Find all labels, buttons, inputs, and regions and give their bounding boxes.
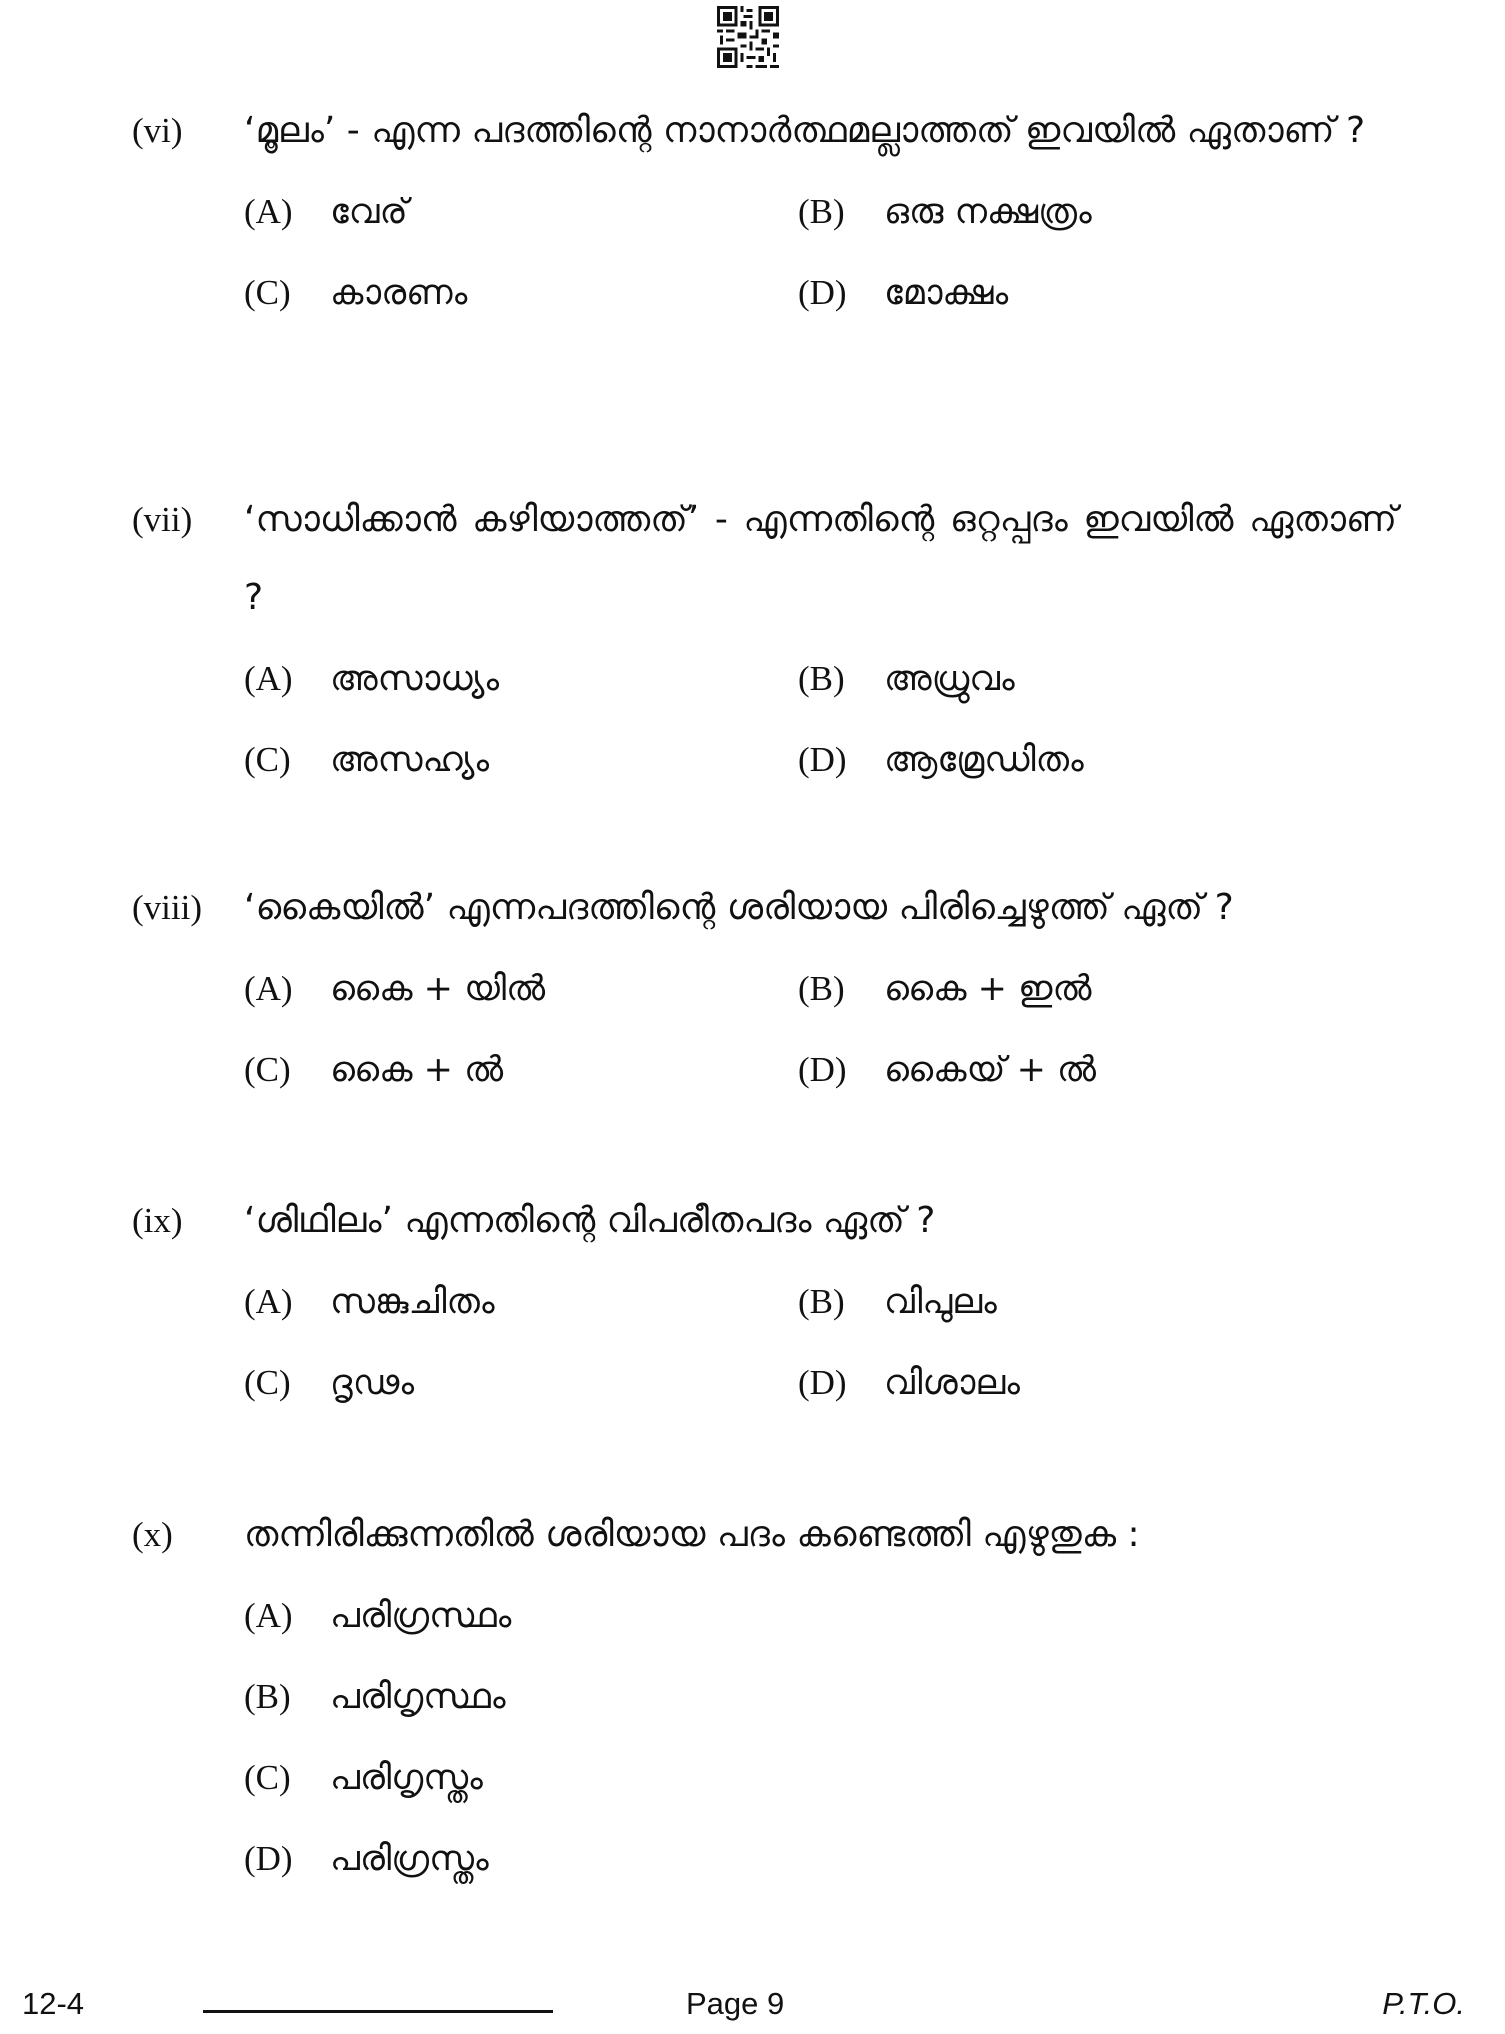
option-d: [798, 253, 1352, 332]
question-number: (x): [132, 1515, 173, 1554]
option-text: ദൃഢം: [330, 1362, 415, 1403]
question-text: ‘ശിഥിലം’ എന്നതിന്റെ വിപരീതപദം ഏത് ?: [244, 1200, 936, 1241]
option-b: [798, 639, 1352, 718]
options-grid: [244, 1262, 1397, 1422]
qr-code-icon: [717, 6, 779, 68]
option-text: കൈ + യിൽ: [330, 968, 546, 1009]
pto-label: P.T.O.: [1382, 1986, 1465, 2021]
option-d: [798, 1343, 1352, 1422]
option-a: [244, 639, 798, 718]
option-label: (D): [798, 272, 847, 312]
option-label: (C): [244, 272, 291, 312]
option-label: (B): [798, 968, 845, 1008]
option-d: [244, 1819, 1244, 1898]
page-number: Page 9: [686, 1986, 785, 2021]
option-label: (C): [244, 739, 291, 779]
option-c: [244, 1343, 798, 1422]
option-text: പരിഗൃസ്തം: [330, 1757, 483, 1798]
option-b: [798, 949, 1352, 1028]
option-text: മോക്ഷം: [884, 272, 1009, 313]
option-c: [244, 253, 798, 332]
option-text: വേര്: [330, 191, 408, 232]
question-vii: [132, 481, 1397, 799]
question-number: (viii): [132, 888, 202, 927]
option-label: (A): [244, 968, 293, 1008]
option-text: കൈയ് + ൽ: [884, 1049, 1097, 1090]
question-number: (ix): [132, 1201, 183, 1240]
option-label: (A): [244, 191, 293, 231]
question-viii: [132, 869, 1397, 1109]
option-label: (D): [244, 1838, 293, 1878]
paper-code: 12-4: [22, 1986, 85, 2021]
option-label: (B): [798, 1281, 845, 1321]
option-b: [244, 1657, 1244, 1736]
option-label: (D): [798, 1049, 847, 1089]
option-text: പരിഗ്രസ്ഥം: [330, 1595, 512, 1636]
option-c: [244, 1030, 798, 1109]
option-text: അധ്രുവം: [884, 658, 1015, 699]
option-label: (B): [244, 1676, 291, 1716]
option-label: (D): [798, 1362, 847, 1402]
option-b: [798, 1262, 1352, 1341]
option-label: (A): [244, 1595, 293, 1635]
question-number: (vi): [132, 111, 183, 150]
option-text: കൈ + ഇൽ: [884, 968, 1092, 1009]
option-text: അസാധ്യം: [330, 658, 500, 699]
options-list: [244, 1576, 1397, 1898]
option-a: [244, 1262, 798, 1341]
option-a: [244, 949, 798, 1028]
question-text: തന്നിരിക്കുന്നതിൽ ശരിയായ പദം കണ്ടെത്തി എഴുതുക :: [244, 1514, 1140, 1555]
option-label: (B): [798, 191, 845, 231]
option-c: [244, 1738, 1244, 1817]
option-a: [244, 172, 798, 251]
option-d: [798, 720, 1352, 799]
option-text: കാരണം: [330, 272, 468, 313]
option-text: പരിഗ്രസ്തം: [330, 1838, 489, 1879]
question-text: ‘മൂലം’ - എന്ന പദത്തിന്റെ നാനാർത്ഥമല്ലാത്തത് ഇവയിൽ ഏതാണ് ?: [244, 110, 1366, 151]
options-grid: [244, 949, 1397, 1109]
option-text: വിപുലം: [884, 1281, 997, 1322]
question-text: ‘കൈയിൽ’ എന്നപദത്തിന്റെ ശരിയായ പിരിച്ചെഴുത്ത് ഏത് ?: [244, 887, 1234, 928]
option-text: സങ്കുചിതം: [330, 1281, 495, 1322]
option-text: ഒരു നക്ഷത്രം: [884, 191, 1092, 232]
option-b: [798, 172, 1352, 251]
question-x: [132, 1496, 1397, 1898]
option-label: (A): [244, 1281, 293, 1321]
option-a: [244, 1576, 1244, 1655]
option-label: (B): [798, 658, 845, 698]
question-ix: [132, 1182, 1397, 1422]
option-text: ആമ്രേഡിതം: [884, 739, 1084, 780]
option-label: (C): [244, 1757, 291, 1797]
option-label: (C): [244, 1049, 291, 1089]
option-c: [244, 720, 798, 799]
page-footer: [0, 1986, 1505, 2034]
options-grid: [244, 639, 1397, 799]
question-text: ‘സാധിക്കാൻ കഴിയാത്തത്’ - എന്നതിന്റെ ഒറ്റപ്പദം ഇവയിൽ ഏതാണ് ?: [244, 499, 1397, 618]
option-text: അസഹ്യം: [330, 739, 490, 780]
question-vi: [132, 92, 1397, 332]
option-label: (A): [244, 658, 293, 698]
option-text: വിശാലം: [884, 1362, 1020, 1403]
footer-divider: [203, 2010, 553, 2013]
option-label: (C): [244, 1362, 291, 1402]
option-label: (D): [798, 739, 847, 779]
question-number: (vii): [132, 500, 193, 539]
option-d: [798, 1030, 1352, 1109]
option-text: കൈ + ൽ: [330, 1049, 504, 1090]
options-grid: [244, 172, 1397, 332]
option-text: പരിഗൃസ്ഥം: [330, 1676, 506, 1717]
